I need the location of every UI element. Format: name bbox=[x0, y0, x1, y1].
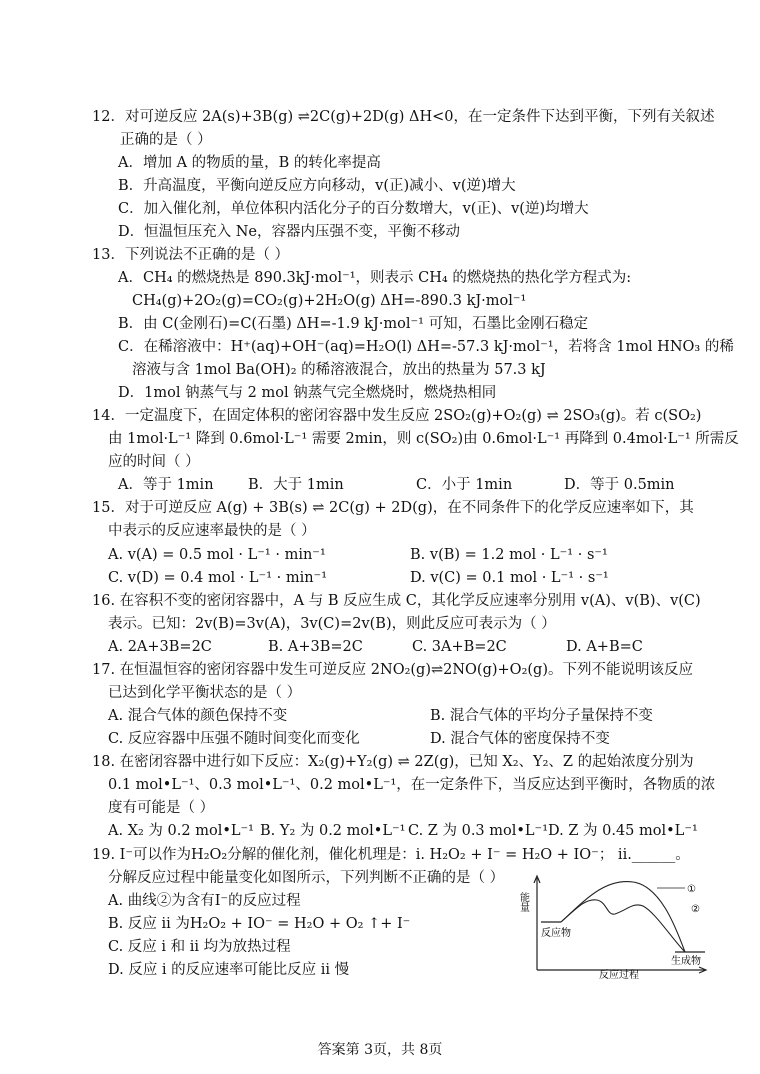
q15-option-b: B. v(B) = 1.2 mol · L⁻¹ · s⁻¹ bbox=[410, 547, 608, 563]
q13-stem: 13．下列说法不正确的是（ ） bbox=[92, 247, 290, 263]
q14-option-b: B．大于 1min bbox=[248, 477, 344, 493]
q15-option-a: A. v(A) = 0.5 mol · L⁻¹ · min⁻¹ bbox=[108, 547, 326, 563]
q12-option-a: A．增加 A 的物质的量，B 的转化率提高 bbox=[118, 155, 381, 171]
q13-option-a: A．CH₄ 的燃烧热是 890.3kJ·mol⁻¹，则表示 CH₄ 的燃烧热的热化学方程式为: bbox=[118, 270, 632, 286]
energy-diagram bbox=[515, 870, 715, 980]
q17-option-b: B. 混合气体的平均分子量保持不变 bbox=[430, 708, 653, 724]
q12-stem-line2: 正确的是（ ） bbox=[120, 132, 212, 148]
q15-stem-line2: 中表示的反应速率最快的是（ ） bbox=[108, 523, 316, 539]
q12-stem-line1: 12．对可逆反应 2A(s)+3B(g) ⇌2C(g)+2D(g) ΔH<0，在一定条件下达到平衡，下列有关叙述 bbox=[92, 109, 715, 125]
q16-option-a: A. 2A+3B=2C bbox=[108, 639, 212, 655]
q13-option-c-cont: 溶液与含 1mol Ba(OH)₂ 的稀溶液混合，放出的热量为 57.3 kJ bbox=[132, 362, 546, 378]
q19-option-b: B. 反应 ii 为H₂O₂ + IO⁻ = H₂O + O₂ ↑+ I⁻ bbox=[108, 916, 411, 932]
q16-stem-line1: 16. 在容积不变的密闭容器中，A 与 B 反应生成 C，其化学反应速率分别用 v(A)、v(B)、v(C) bbox=[92, 593, 701, 609]
q15-stem-line1: 15．对于可逆反应 A(g) + 3B(s) ⇌ 2C(g) + 2D(g)，在不同条件下的化学反应速率如下，其 bbox=[92, 500, 694, 516]
x-axis-label: 反应过程 bbox=[599, 970, 639, 980]
q18-option-b: B. Y₂ 为 0.2 mol•L⁻¹ bbox=[260, 823, 406, 839]
q14-stem-line3: 应的时间（ ） bbox=[108, 454, 200, 470]
q14-stem-line2: 由 1mol·L⁻¹ 降到 0.6mol·L⁻¹ 需要 2min，则 c(SO₂)由 0.6mol·L⁻¹ 再降到 0.4mol·L⁻¹ 所需反 bbox=[108, 431, 739, 447]
q12-option-b: B．升高温度，平衡向逆反应方向移动，v(正)减小、v(逆)增大 bbox=[118, 178, 516, 194]
q15-option-c: C. v(D) = 0.4 mol · L⁻¹ · min⁻¹ bbox=[108, 570, 328, 586]
curve-1-label: ① bbox=[687, 884, 696, 895]
q19-stem-line2: 分解反应过程中能量变化如图所示，下列判断不正确的是（ ） bbox=[108, 870, 505, 886]
q13-option-a-equation: CH₄(g)+2O₂(g)=CO₂(g)+2H₂O(g) ΔH=-890.3 kJ·mol⁻¹ bbox=[132, 293, 527, 309]
curve-2-label: ② bbox=[691, 904, 700, 915]
q18-stem-line3: 度有可能是（ ） bbox=[108, 800, 215, 816]
q14-stem-line1: 14．一定温度下，在固定体积的密闭容器中发生反应 2SO₂(g)+O₂(g) ⇌ 2SO₃(g)。若 c(SO₂) bbox=[92, 408, 702, 424]
q14-option-d: D．等于 0.5min bbox=[564, 477, 675, 493]
q17-option-d: D. 混合气体的密度保持不变 bbox=[430, 731, 610, 747]
q19-option-a: A. 曲线②为含有I⁻的反应过程 bbox=[108, 893, 301, 909]
q16-option-b: B. A+3B=2C bbox=[268, 639, 363, 655]
q13-option-c: C．在稀溶液中：H⁺(aq)+OH⁻(aq)=H₂O(l) ΔH=-57.3 kJ·mol⁻¹，若将含 1mol HNO₃ 的稀 bbox=[118, 339, 734, 355]
q17-option-c: C. 反应容器中压强不随时间变化而变化 bbox=[108, 731, 360, 747]
q18-stem-line1: 18. 在密闭容器中进行如下反应：X₂(g)+Y₂(g) ⇌ 2Z(g)，已知 X₂、Y₂、Z 的起始浓度分别为 bbox=[92, 754, 694, 770]
q19-option-c: C. 反应 i 和 ii 均为放热过程 bbox=[108, 939, 291, 955]
q17-stem-line1: 17. 在恒温恒容的密闭容器中发生可逆反应 2NO₂(g)⇌2NO(g)+O₂(g)。下列不能说明该反应 bbox=[92, 662, 693, 678]
q13-option-d: D．1mol 钠蒸气与 2 mol 钠蒸气完全燃烧时，燃烧热相同 bbox=[118, 385, 497, 401]
q12-option-d: D．恒温恒压充入 Ne，容器内压强不变，平衡不移动 bbox=[118, 224, 461, 240]
page-footer: 答案第 3页，共 8页 bbox=[317, 1042, 443, 1058]
q18-option-c: C. Z 为 0.3 mol•L⁻¹ bbox=[408, 823, 549, 839]
q17-option-a: A. 混合气体的颜色保持不变 bbox=[108, 708, 288, 724]
q15-option-d: D. v(C) = 0.1 mol · L⁻¹ · s⁻¹ bbox=[410, 570, 609, 586]
q14-option-c: C．小于 1min bbox=[416, 477, 513, 493]
q14-option-a: A．等于 1min bbox=[118, 477, 214, 493]
q18-stem-line2: 0.1 mol•L⁻¹、0.3 mol•L⁻¹、0.2 mol•L⁻¹，在一定条件下，当反应达到平衡时，各物质的浓 bbox=[108, 777, 716, 793]
q16-option-c: C. 3A+B=2C bbox=[412, 639, 507, 655]
q16-stem-line2: 表示。已知：2v(B)=3v(A)，3v(C)=2v(B)，则此反应可表示为（ ） bbox=[108, 616, 556, 632]
curve-2 bbox=[561, 900, 685, 952]
q17-stem-line2: 已达到化学平衡状态的是（ ） bbox=[108, 685, 302, 701]
y-axis-label: 能量 bbox=[517, 892, 529, 912]
q12-option-c: C．加入催化剂，单位体积内活化分子的百分数增大，v(正)、v(逆)均增大 bbox=[118, 201, 589, 217]
curve-1 bbox=[561, 882, 685, 952]
q19-option-d: D. 反应 i 的反应速率可能比反应 ii 慢 bbox=[108, 962, 350, 978]
q16-option-d: D. A+B=C bbox=[566, 639, 643, 655]
q13-option-b: B．由 C(金刚石)=C(石墨) ΔH=-1.9 kJ·mol⁻¹ 可知，石墨比金刚石稳定 bbox=[118, 316, 589, 332]
product-label: 生成物 bbox=[671, 956, 701, 967]
q19-stem-line1: 19. I⁻可以作为H₂O₂分解的催化剂，催化机理是：i. H₂O₂ + I⁻ = H₂O + IO⁻； ii.______。 bbox=[92, 847, 690, 863]
q18-option-a: A. X₂ 为 0.2 mol•L⁻¹ bbox=[108, 823, 254, 839]
q18-option-d: D. Z 为 0.45 mol•L⁻¹ bbox=[548, 823, 698, 839]
reactant-label: 反应物 bbox=[541, 928, 571, 939]
